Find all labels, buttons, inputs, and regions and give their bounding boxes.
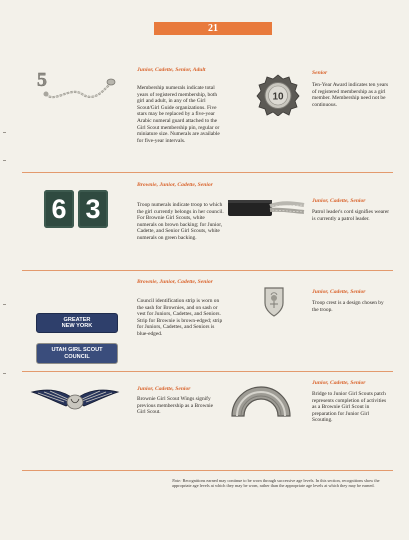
margin-mark bbox=[3, 132, 6, 133]
section-text: Troop crest is a design chosen by the troop. bbox=[312, 300, 384, 313]
troop-numeral-patch: 6 bbox=[44, 190, 74, 228]
note-text: Recognitions earned may continue to be worn through successive age levels. In this section, recognitions show the appropriate age levels at which they may be worn, rather than the appropriate age levels at which they may be earned. bbox=[172, 478, 380, 489]
section-text: Brownie Girl Scout Wings signify previous membership as a Brownie Girl Scout. bbox=[137, 396, 214, 416]
council-strip-utah bbox=[36, 343, 118, 364]
troop-numeral-patch: 3 bbox=[78, 190, 108, 228]
section-text: Ten-Year Award indicates ten years of registered membership as a girl member. Membership need not be continuous. bbox=[312, 82, 389, 108]
margin-mark bbox=[3, 160, 6, 161]
strip-text: UTAH GIRL SCOUT bbox=[51, 347, 103, 354]
section-text: Patrol leader's cord signifies wearer is currently a patrol leader. bbox=[312, 209, 390, 222]
strip-text: NEW YORK bbox=[61, 323, 93, 329]
section-heading: Junior, Cadette, Senior bbox=[312, 380, 366, 386]
section-divider bbox=[22, 371, 393, 372]
section-text: Troop numerals indicate troop to which the girl currently belongs in her council. For Brownie Girl Scouts, white numerals on brown backing; for Junior, Cadette, and Senior Girl Scouts, white numerals on green backing. bbox=[137, 202, 224, 241]
section-divider bbox=[22, 172, 393, 173]
section-heading: Junior, Cadette, Senior bbox=[137, 386, 191, 392]
section-heading: Brownie, Junior, Cadette, Senior bbox=[137, 182, 213, 188]
note-label: Note: bbox=[172, 478, 182, 483]
section-text: Membership numerals indicate total years of registered membership, both girl and adult, in any of the Girl Scout/Girl Guide organizations. Five stars may be replaced by a five-year Arabic numeral guard attached to the Girl Scout membership pin, regular or miniature size. Numerals are available for five-year intervals. bbox=[137, 85, 220, 144]
section-heading: Junior, Cadette, Senior bbox=[312, 198, 366, 204]
section-text: Council identification strip is worn on the sash for Brownies, and on sash or vest for Juniors, Cadettes, and Seniors. Strip for Brownie is brown-edged; strip for Juniors, Cadettes, and Seniors is blue-edged. bbox=[137, 298, 223, 337]
section-heading: Junior, Cadette, Senior bbox=[312, 289, 366, 295]
section-heading: Senior bbox=[312, 70, 328, 76]
page-number: 21 bbox=[154, 22, 272, 35]
patrol-leader-cord-image bbox=[226, 197, 306, 219]
ten-year-award-image bbox=[256, 74, 300, 116]
section-text: Bridge to Junior Girl Scouts patch represents completion of activities as a Brownie Girl Scout in preparation for Junior Girl Scouting. bbox=[312, 391, 387, 424]
strip-text: GREATER bbox=[63, 316, 91, 323]
section-heading: Junior, Cadette, Senior, Adult bbox=[137, 67, 206, 73]
footnote bbox=[172, 478, 390, 488]
bridge-patch-image bbox=[228, 378, 294, 418]
margin-mark bbox=[3, 304, 6, 305]
numeral-guard-digit: 5 bbox=[37, 69, 47, 91]
troop-crest-image bbox=[262, 285, 286, 319]
section-divider bbox=[22, 470, 393, 471]
ten-year-award-digit: 10 bbox=[272, 91, 284, 103]
section-divider bbox=[22, 270, 393, 271]
council-strip-greater-new-york bbox=[36, 313, 118, 333]
section-heading: Brownie, Junior, Cadette, Senior bbox=[137, 279, 213, 285]
strip-text: COUNCIL bbox=[64, 353, 90, 360]
membership-numeral-guard-image bbox=[24, 64, 118, 106]
brownie-wings-image bbox=[30, 382, 120, 416]
margin-mark bbox=[3, 373, 6, 374]
